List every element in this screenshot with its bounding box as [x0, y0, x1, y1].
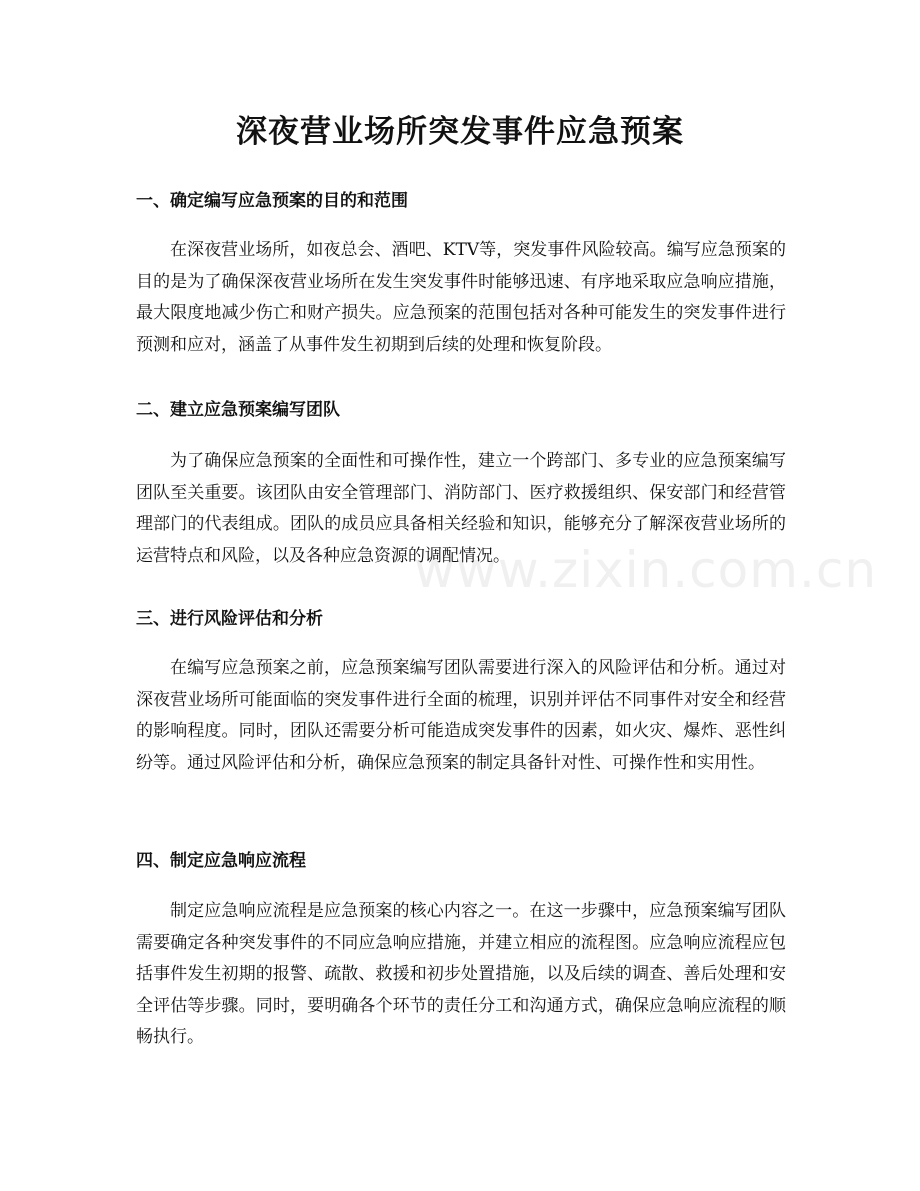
section-heading-1: 一、确定编写应急预案的目的和范围 — [136, 191, 408, 211]
section-body-4: 制定应急响应流程是应急预案的核心内容之一。在这一步骤中，应急预案编写团队需要确定各种突发事件的不同应急响应措施，并建立相应的流程图。应急响应流程应包括事件发生初期的报警、疏散、救援和初步处置措施，以及后续的调查、善后处理和安全评估等步骤。同时，要明确各个环节的责任分工和沟通方式，确保应急响应流程的顺畅执行。 — [136, 901, 786, 1047]
document-title: 深夜营业场所突发事件应急预案 — [236, 114, 684, 150]
watermark: www.zixin.com.cn — [414, 541, 878, 599]
section-body-2: 为了确保应急预案的全面性和可操作性，建立一个跨部门、多专业的应急预案编写团队至关重要。该团队由安全管理部门、消防部门、医疗救援组织、保安部门和经营管理部门的代表组成。团队的成员应具备相关经验和知识，能够充分了解深夜营业场所的运营特点和风险，以及各种应急资源的调配情况。 — [136, 451, 786, 566]
section-body-3: 在编写应急预案之前，应急预案编写团队需要进行深入的风险评估和分析。通过对深夜营业场所可能面临的突发事件进行全面的梳理，识别并评估不同事件对安全和经营的影响程度。同时，团队还需要分析可能造成突发事件的因素，如火灾、爆炸、恶性纠纷等。通过风险评估和分析，确保应急预案的制定具备针对性、可操作性和实用性。 — [136, 658, 786, 773]
section-body-1: 在深夜营业场所，如夜总会、酒吧、KTV等，突发事件风险较高。编写应急预案的目的是为了确保深夜营业场所在发生突发事件时能够迅速、有序地采取应急响应措施，最大限度地减少伤亡和财产损失。应急预案的范围包括对各种可能发生的突发事件进行预测和应对，涵盖了从事件发生初期到后续的处理和恢复阶段。 — [136, 240, 786, 355]
section-heading-2: 二、建立应急预案编写团队 — [136, 400, 340, 420]
section-heading-4: 四、制定应急响应流程 — [136, 851, 306, 871]
section-heading-3: 三、进行风险评估和分析 — [136, 609, 323, 629]
